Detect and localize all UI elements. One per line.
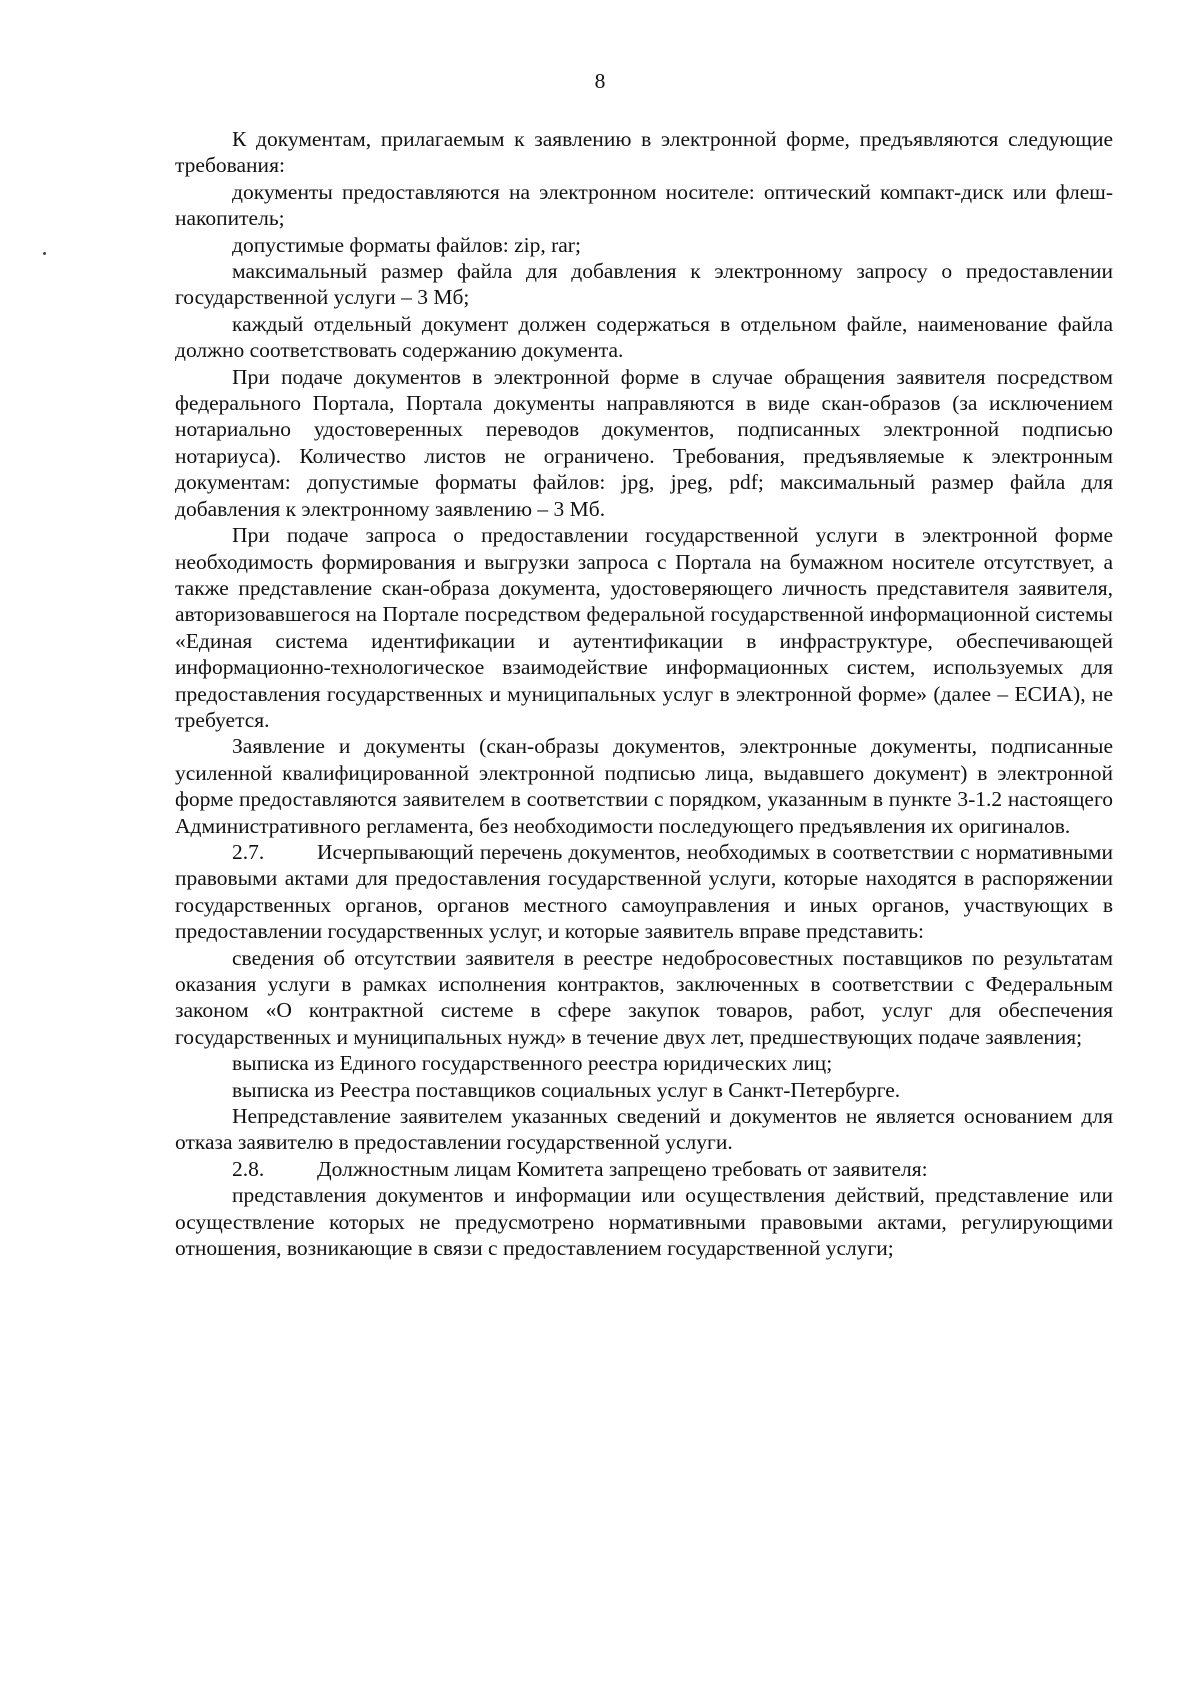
paragraph-egrul-extract: выписка из Единого государственного реестра юридических лиц; (232, 1051, 833, 1076)
document-body (175, 126, 1113, 1261)
page-number: 8 (594, 69, 606, 93)
paragraph-prohibited-requirements: представления документов и информации или осуществления действий, представление или осуществление которых не предусмотрено нормативными правовыми актами, регулирующими отношения, возникающие в связи с предоставлением государственной услуги; (175, 1183, 1113, 1261)
paragraph-non-submission: Непредставление заявителем указанных сведений и документов не является основанием для отказа заявителю в предоставлении государственной услуги. (175, 1104, 1113, 1155)
clause-2-8 (175, 1156, 1113, 1182)
paragraph-electronic-request: При подаче запроса о предоставлении государственной услуги в электронной форме необходимость формирования и выгрузки запроса с Портала на бумажном носителе отсутствует, а также представление скан-образа документа, удостоверяющего личность представителя заявителя, авторизовавшегося на Портале посредством федеральной государственной информационной системы «Единая система идентификации и аутентификации в инфраструктуре, обеспечивающей информационно-технологическое взаимодействие информационных систем, используемых для предоставления государственных и муниципальных услуг в электронной форме» (далее – ЕСИА), не требуется. (175, 523, 1113, 732)
paragraph-registry-extract: выписка из Реестра поставщиков социальных услуг в Санкт-Петербурге. (232, 1077, 901, 1102)
clause-text: Должностным лицам Комитета запрещено требовать от заявителя: (317, 1156, 928, 1181)
paragraph-electronic-docs-requirements: К документам, прилагаемым к заявлению в электронной форме, предъявляются следующие требования: (175, 127, 1113, 178)
paragraph-application-documents: Заявление и документы (скан-образы документов, электронные документы, подписанные усиленной квалифицированной электронной подписью лица, выдавшего документ) в электронной форме предоставляются заявителем в соответствии с порядком, указанным в пункте 3-1.2 настоящего Административного регламента, без необходимости последующего предъявления их оригиналов. (175, 734, 1113, 838)
clause-number: 2.8. (232, 1156, 265, 1181)
clause-text: Исчерпывающий перечень документов, необходимых в соответствии с нормативными правовыми актами для предоставления государственной услуги, которые находятся в распоряжении государственных органов, органов местного самоуправления и иных органов, участвующих в предоставлении государственных услуг, и которые заявитель вправе представить: (175, 839, 1113, 944)
paragraph-portal-submission: При подаче документов в электронной форме в случае обращения заявителя посредством федерального Портала, Портала документы направляются в виде скан-образов (за исключением нотариально удостоверенных переводов документов, подписанных электронной подписью нотариуса). Количество листов не ограничено. Требования, предъявляемые к электронным документам: допустимые форматы файлов: jpg, jpeg, pdf; максимальный размер файла для добавления к электронному заявлению – 3 Мб. (175, 364, 1113, 521)
paragraph-separate-files: каждый отдельный документ должен содержаться в отдельном файле, наименование файла должно соответствовать содержанию документа. (175, 311, 1113, 363)
paragraph-unscrupulous-suppliers: сведения об отсутствии заявителя в реестре недобросовестных поставщиков по результатам оказания услуги в рамках исполнения контрактов, заключенных в соответствии с Федеральным законом «О контрактной системе в сфере закупок товаров, работ, услуг для обеспечения государственных и муниципальных нужд» в течение двух лет, предшествующих подаче заявления; (175, 945, 1113, 1049)
paragraph-allowed-formats: допустимые форматы файлов: zip, rar; (232, 232, 581, 257)
clause-2-7 (175, 839, 1113, 945)
clause-number: 2.7. (232, 839, 265, 864)
paragraph-electronic-media: документы предоставляются на электронном носителе: оптический компакт-диск или флеш-накопитель; (175, 179, 1113, 231)
paragraph-max-file-size: максимальный размер файла для добавления к электронному запросу о предоставлении государственной услуги – 3 Мб; (175, 259, 1113, 310)
scan-artifact-dot (43, 252, 46, 255)
